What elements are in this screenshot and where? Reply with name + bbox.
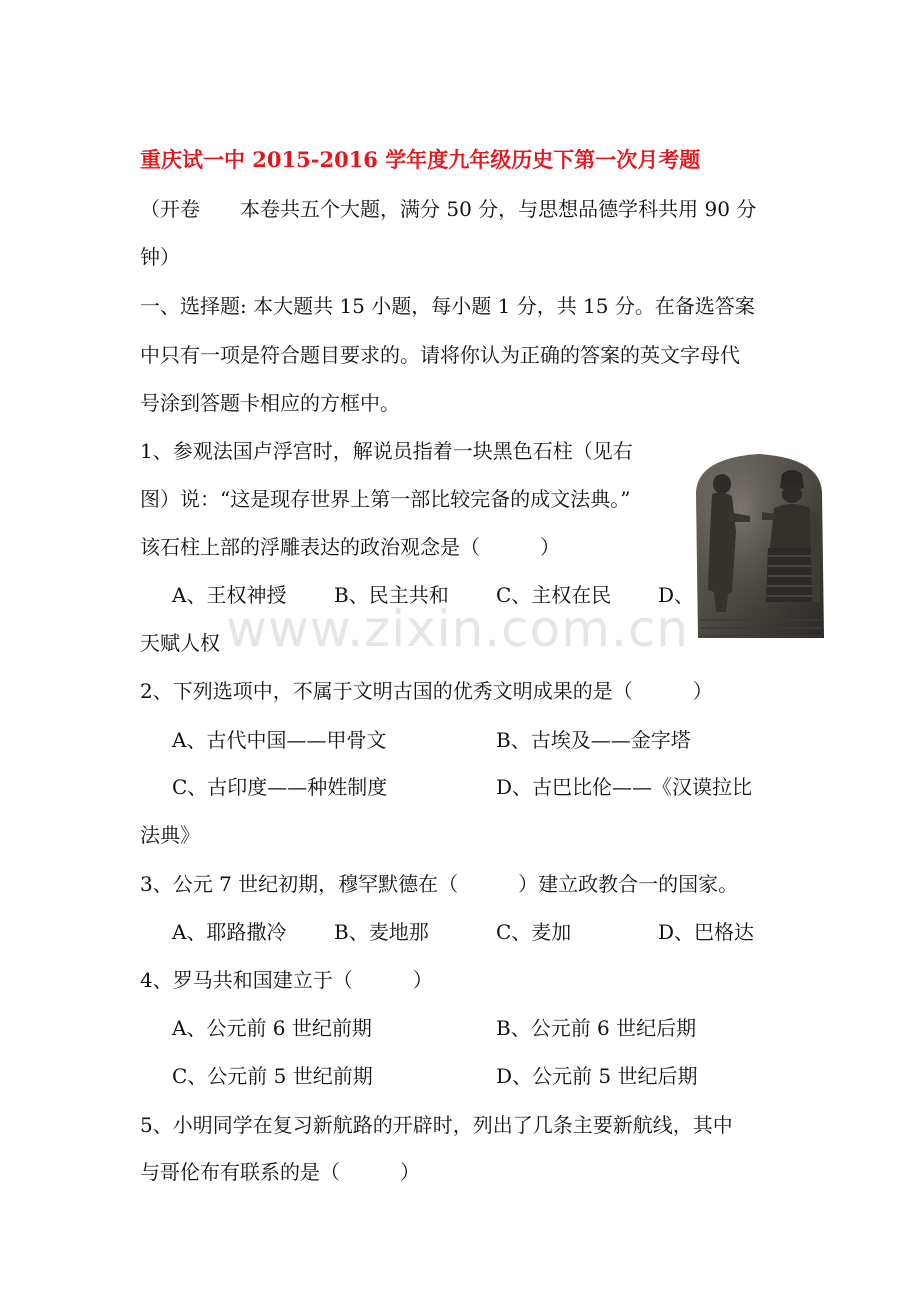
q2-option-d-continued: 法典》 [140,823,200,847]
q3-option-b: B、麦地那 [334,920,429,944]
intro-line-2: 钟） [140,245,180,269]
watermark: www.zixin.com.cn [226,600,690,658]
q1-option-b: B、民主共和 [334,583,449,607]
q2-option-b: B、古埃及——金字塔 [496,728,691,752]
code-of-hammurabi-stele-image [692,452,826,638]
intro-line-1: （开卷 本卷共五个大题，满分 50 分，与思想品德学科共用 90 分 [140,197,757,221]
q4-option-c: C、公元前 5 世纪前期 [172,1064,373,1088]
q1-option-c: C、主权在民 [496,583,612,607]
q3-option-d: D、巴格达 [658,920,755,944]
q3-option-c: C、麦加 [496,920,572,944]
q2-option-a: A、古代中国——甲骨文 [172,728,387,752]
q1-line-2: 图）说：“这是现存世界上第一部比较完备的成文法典。” [140,487,631,511]
q1-option-d-continued: 天赋人权 [140,631,220,655]
q2-option-c: C、古印度——种姓制度 [172,775,388,799]
exam-title: 重庆试一中 2015-2016 学年度九年级历史下第一次月考题 [140,147,701,172]
q5-line-2: 与哥伦布有联系的是（ ） [140,1160,420,1184]
section1-line-1: 一、选择题: 本大题共 15 小题，每小题 1 分，共 15 分。在备选答案 [140,294,755,318]
q1-line-3: 该石柱上部的浮雕表达的政治观念是（ ） [140,535,560,559]
section1-line-3: 号涂到答题卡相应的方框中。 [140,391,400,415]
q1-line-1: 1、参观法国卢浮宫时，解说员指着一块黑色石柱（见右 [140,439,633,463]
q3-stem: 3、公元 7 世纪初期，穆罕默德在（ ）建立政教合一的国家。 [140,872,739,896]
q4-option-d: D、公元前 5 世纪后期 [496,1064,698,1088]
q4-option-b: B、公元前 6 世纪后期 [496,1016,697,1040]
q1-option-d: D、 [658,583,695,607]
q4-stem: 4、罗马共和国建立于（ ） [140,968,433,992]
q2-stem: 2、下列选项中，不属于文明古国的优秀文明成果的是（ ） [140,679,713,703]
q5-line-1: 5、小明同学在复习新航路的开辟时，列出了几条主要新航线，其中 [140,1113,733,1137]
q2-option-d: D、古巴比伦——《汉谟拉比 [496,775,753,799]
section1-line-2: 中只有一项是符合题目要求的。请将你认为正确的答案的英文字母代 [140,343,740,367]
q4-option-a: A、公元前 6 世纪前期 [172,1016,372,1040]
q1-option-a: A、王权神授 [172,583,287,607]
q3-option-a: A、耶路撒冷 [172,920,287,944]
